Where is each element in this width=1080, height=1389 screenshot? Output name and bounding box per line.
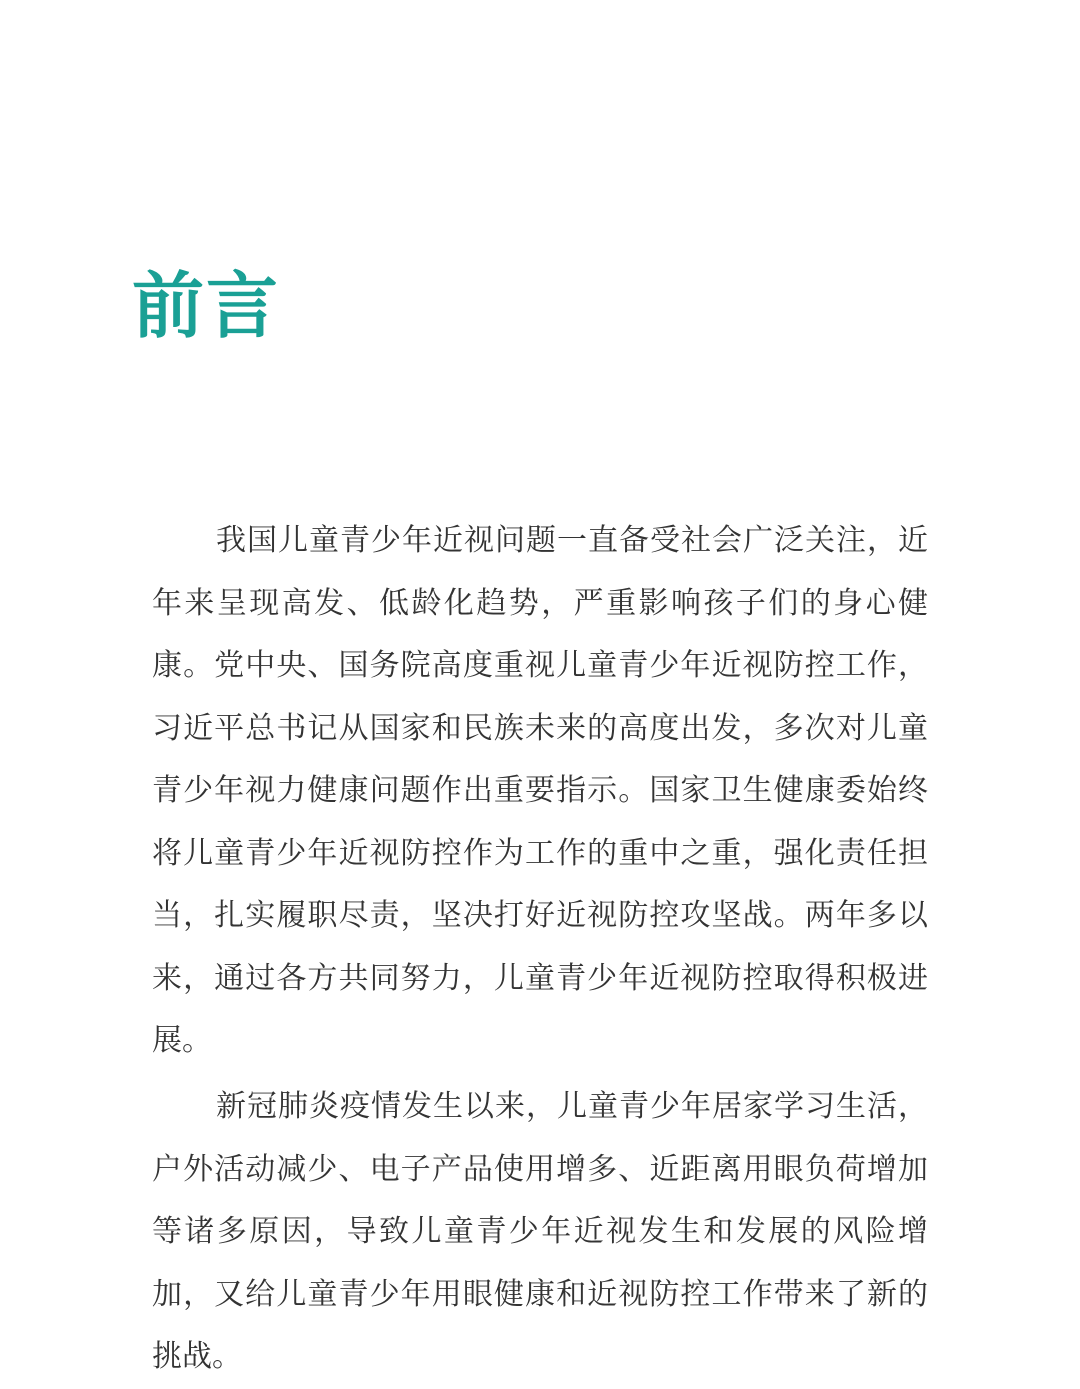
paragraph-2: 新冠肺炎疫情发生以来，儿童青少年居家学习生活，户外活动减少、电子产品使用增多、近距离用眼负荷增加等诸多原因，导致儿童青少年近视发生和发展的风险增加，又给儿童青少年用眼健康和近视防控工作带来了新的挑战。 — [152, 1089, 928, 1374]
paragraph-1: 我国儿童青少年近视问题一直备受社会广泛关注，近年来呈现高发、低龄化趋势，严重影响孩子们的身心健康。党中央、国务院高度重视儿童青少年近视防控工作，习近平总书记从国家和民族未来的高度出发，多次对儿童青少年视力健康问题作出重要指示。国家卫生健康委始终将儿童青少年近视防控作为工作的重中之重，强化责任担当，扎实履职尽责，坚决打好近视防控攻坚战。两年多以来，通过各方共同努力，儿童青少年近视防控取得积极进展。 — [152, 523, 928, 1058]
page-title: 前言 — [132, 264, 281, 348]
